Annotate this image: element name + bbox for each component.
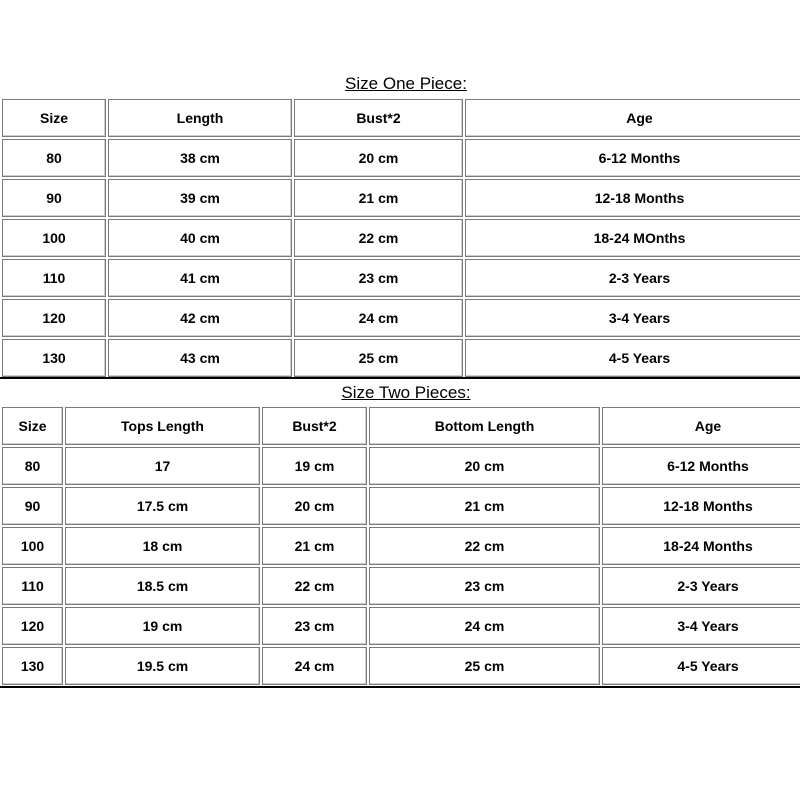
header-cell: Length bbox=[108, 99, 292, 137]
table-cell: 21 cm bbox=[369, 487, 600, 525]
table-row bbox=[2, 487, 800, 525]
table-cell: 23 cm bbox=[369, 567, 600, 605]
table-cell: 43 cm bbox=[108, 339, 292, 377]
table-row bbox=[2, 299, 800, 337]
table-header-row bbox=[2, 407, 800, 445]
two-pieces-size-table bbox=[0, 405, 800, 687]
table-cell: 110 bbox=[2, 259, 106, 297]
table-cell: 39 cm bbox=[108, 179, 292, 217]
one-piece-title: Size One Piece: bbox=[345, 74, 467, 93]
table-cell: 4-5 Years bbox=[465, 339, 800, 377]
table-cell: 12-18 Months bbox=[602, 487, 800, 525]
table-row bbox=[2, 607, 800, 645]
table-cell: 18.5 cm bbox=[65, 567, 260, 605]
table-cell: 20 cm bbox=[294, 139, 463, 177]
header-cell: Size bbox=[2, 407, 63, 445]
table-cell: 42 cm bbox=[108, 299, 292, 337]
table-cell: 22 cm bbox=[262, 567, 367, 605]
table-cell: 25 cm bbox=[369, 647, 600, 685]
table-cell: 41 cm bbox=[108, 259, 292, 297]
table-cell: 4-5 Years bbox=[602, 647, 800, 685]
table-cell: 25 cm bbox=[294, 339, 463, 377]
table-cell: 19.5 cm bbox=[65, 647, 260, 685]
table-cell: 120 bbox=[2, 607, 63, 645]
table-cell: 120 bbox=[2, 299, 106, 337]
table-cell: 17 bbox=[65, 447, 260, 485]
table-cell: 20 cm bbox=[262, 487, 367, 525]
header-cell: Tops Length bbox=[65, 407, 260, 445]
table-cell: 23 cm bbox=[262, 607, 367, 645]
table-cell: 21 cm bbox=[294, 179, 463, 217]
table-cell: 22 cm bbox=[369, 527, 600, 565]
table-cell: 18-24 MOnths bbox=[465, 219, 800, 257]
table-row bbox=[2, 567, 800, 605]
table-cell: 80 bbox=[2, 447, 63, 485]
table-cell: 23 cm bbox=[294, 259, 463, 297]
table-cell: 90 bbox=[2, 179, 106, 217]
table-divider bbox=[0, 377, 800, 379]
one-piece-size-table bbox=[0, 97, 800, 379]
table-row bbox=[2, 219, 800, 257]
table-cell: 19 cm bbox=[262, 447, 367, 485]
table-cell: 24 cm bbox=[369, 607, 600, 645]
table-cell: 38 cm bbox=[108, 139, 292, 177]
table-cell: 3-4 Years bbox=[465, 299, 800, 337]
header-cell: Bottom Length bbox=[369, 407, 600, 445]
table-cell: 6-12 Months bbox=[602, 447, 800, 485]
table-row bbox=[2, 139, 800, 177]
table-cell: 110 bbox=[2, 567, 63, 605]
header-cell: Bust*2 bbox=[294, 99, 463, 137]
table-cell: 2-3 Years bbox=[602, 567, 800, 605]
table-bottom-rule bbox=[0, 686, 800, 688]
table-cell: 17.5 cm bbox=[65, 487, 260, 525]
table-row bbox=[2, 447, 800, 485]
header-cell: Size bbox=[2, 99, 106, 137]
table-cell: 100 bbox=[2, 219, 106, 257]
table-cell: 3-4 Years bbox=[602, 607, 800, 645]
table-row bbox=[2, 527, 800, 565]
table-cell: 18-24 Months bbox=[602, 527, 800, 565]
table-cell: 18 cm bbox=[65, 527, 260, 565]
table-cell: 19 cm bbox=[65, 607, 260, 645]
table-row bbox=[2, 647, 800, 685]
table-cell: 40 cm bbox=[108, 219, 292, 257]
table-cell: 21 cm bbox=[262, 527, 367, 565]
table-row bbox=[2, 259, 800, 297]
header-cell: Bust*2 bbox=[262, 407, 367, 445]
table-cell: 24 cm bbox=[262, 647, 367, 685]
table-cell: 130 bbox=[2, 647, 63, 685]
table-cell: 6-12 Months bbox=[465, 139, 800, 177]
table-cell: 24 cm bbox=[294, 299, 463, 337]
header-cell: Age bbox=[465, 99, 800, 137]
two-pieces-title: Size Two Pieces: bbox=[341, 383, 471, 402]
table-header-row bbox=[2, 99, 800, 137]
table-cell: 2-3 Years bbox=[465, 259, 800, 297]
table-cell: 100 bbox=[2, 527, 63, 565]
table-row bbox=[2, 179, 800, 217]
table-row bbox=[2, 339, 800, 377]
table-cell: 130 bbox=[2, 339, 106, 377]
header-cell: Age bbox=[602, 407, 800, 445]
table-cell: 22 cm bbox=[294, 219, 463, 257]
table-cell: 90 bbox=[2, 487, 63, 525]
table-cell: 12-18 Months bbox=[465, 179, 800, 217]
table-cell: 80 bbox=[2, 139, 106, 177]
table-cell: 20 cm bbox=[369, 447, 600, 485]
